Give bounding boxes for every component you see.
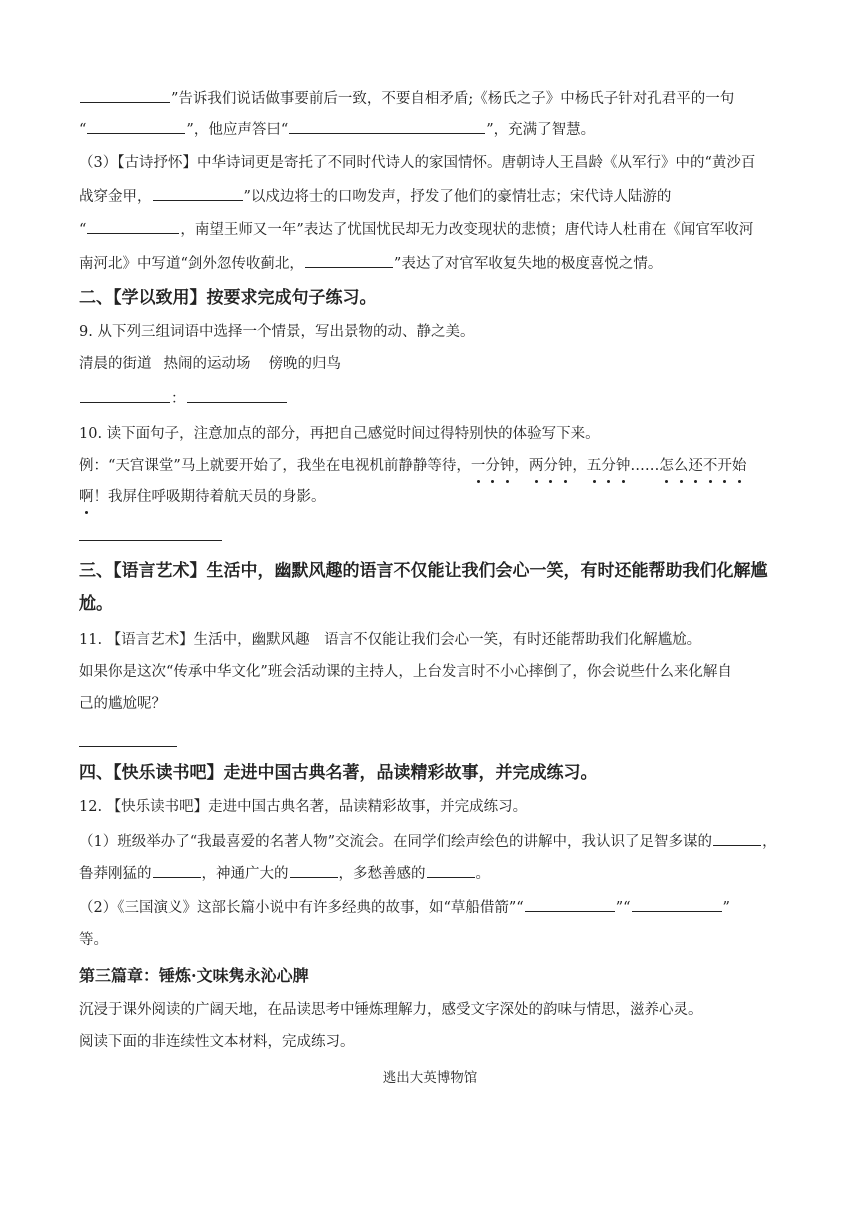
q11-prompt: 11. 【语言艺术】生活中，幽默风趣 语言不仅能让我们会心一笑，有时还能帮助我们化解尴尬。: [79, 632, 702, 648]
dotted-char: 分: [543, 458, 558, 474]
section3-heading-line2: 尬。: [79, 594, 113, 614]
answer-blank[interactable]: [87, 119, 185, 134]
q12-1-line2: 鲁莽刚猛的 ，神通广大的 ，多愁善感的 。: [79, 863, 791, 884]
q8-2-line2: “ ”，他应声答曰“ ”，充满了智慧。: [79, 119, 791, 140]
dotted-char: ，: [572, 458, 587, 474]
dotted-char: 钟: [615, 458, 631, 474]
dotted-char: 一: [470, 458, 486, 474]
dotted-char: 啊: [79, 489, 94, 505]
dotted-char: 两: [528, 458, 544, 474]
answer-blank[interactable]: [427, 863, 475, 878]
reading-title: 逃出大英博物馆: [382, 1070, 478, 1086]
q8-3-line1: （3）【古诗抒怀】中华诗词更是寄托了不同时代诗人的家国情怀。唐朝诗人王昌龄《从军行》中的“黄沙百: [79, 155, 756, 171]
answer-blank[interactable]: [305, 253, 393, 268]
section4-heading: 四、【快乐读书吧】走进中国古典名著，品读精彩故事，并完成练习。: [79, 763, 598, 783]
answer-blank[interactable]: [289, 119, 485, 134]
chapter3-intro: 沉浸于课外阅读的广阔天地，在品读思考中锤炼理解力，感受文字深处的韵味与情思，滋养心灵。: [79, 1002, 703, 1018]
dotted-char: …: [630, 458, 645, 474]
q12-2-line2: 等。: [79, 932, 108, 948]
dotted-char: ，: [514, 458, 529, 474]
dotted-char: 怎: [659, 458, 674, 474]
dotted-char: 分: [601, 458, 616, 474]
q9-option: 傍晚的归鸟: [268, 356, 341, 372]
answer-blank[interactable]: [525, 897, 615, 912]
q10-answer-line[interactable]: [79, 540, 222, 541]
dotted-char: 不: [702, 458, 718, 474]
dotted-char: 开: [717, 458, 732, 474]
q9-prompt: 9. 从下列三组词语中选择一个情景，写出景物的动、静之美。: [79, 324, 475, 340]
dotted-char: 分: [485, 458, 500, 474]
q10-example-line2: 啊！我屏住呼吸期待着航天员的身影。: [79, 489, 326, 505]
dotted-char: 钟: [557, 458, 573, 474]
dotted-char: 么: [673, 458, 689, 474]
answer-blank[interactable]: [153, 863, 201, 878]
q9-options: [79, 354, 791, 374]
chapter3-instruction: 阅读下面的非连续性文本材料，完成练习。: [79, 1034, 355, 1050]
dotted-char: 五: [586, 458, 602, 474]
q9-answer-line: ：: [79, 388, 791, 409]
q11-line3: 己的尴尬呢？: [79, 696, 166, 712]
q9-option: 清晨的街道: [79, 356, 152, 372]
q9-option: 热闹的运动场: [163, 356, 251, 372]
answer-blank[interactable]: [713, 831, 761, 846]
q10-example-line1: 例：“天宫课堂”马上就要开始了，我坐在电视机前静静等待，一分钟，两分钟，五分钟……怎么还不开始: [79, 458, 747, 474]
q11-line2: 如果你是这次“传承中华文化”班会活动课的主持人，上台发言时不小心摔倒了，你会说些什么来化解自: [79, 664, 732, 680]
answer-blank[interactable]: [632, 897, 722, 912]
answer-blank[interactable]: [187, 388, 287, 403]
answer-blank[interactable]: [87, 219, 179, 234]
q8-3-line3: “ ，南望王师又一年”表达了忧国忧民却无力改变现状的悲愤；唐代诗人杜甫在《闻官军收河: [79, 219, 791, 240]
q12-1-line1: （1）班级举办了“我最喜爱的名著人物”交流会。在同学们绘声绘色的讲解中，我认识了足智多谋的 ，: [79, 831, 791, 852]
q8-3-line2: 战穿金甲， ”以戍边将士的口吻发声，抒发了他们的豪情壮志；宋代诗人陆游的: [79, 186, 791, 207]
q8-3-line4: 南河北》中写道“剑外忽传收蓟北， ”表达了对官军收复失地的极度喜悦之情。: [79, 253, 791, 274]
answer-blank[interactable]: [80, 88, 170, 103]
answer-blank[interactable]: [153, 186, 243, 201]
dotted-char: …: [644, 458, 660, 474]
emphasis-dotted-text: [79, 489, 94, 505]
q12-2-line1: （2）《三国演义》这部长篇小说中有许多经典的故事，如“草船借箭”“ ”“ ”: [79, 897, 791, 918]
q12-prompt: 12. 【快乐读书吧】走进中国古典名著，品读精彩故事，并完成练习。: [79, 799, 528, 815]
section3-heading-line1: 三、【语言艺术】生活中，幽默风趣的语言不仅能让我们会心一笑，有时还能帮助我们化解尴: [79, 561, 768, 581]
emphasis-dotted-text: [471, 458, 747, 474]
section2-heading: 二、【学以致用】按要求完成句子练习。: [79, 288, 377, 308]
q8-2-line1: ”告诉我们说话做事要前后一致，不要自相矛盾;《杨氏之子》中杨氏子针对孔君平的一句: [79, 88, 791, 109]
chapter3-heading: 第三篇章：锤炼·文味隽永沁心脾: [79, 966, 309, 985]
dotted-char: 始: [731, 458, 747, 474]
q11-answer-line[interactable]: [79, 746, 177, 747]
answer-blank[interactable]: [80, 388, 170, 403]
dotted-char: 还: [688, 458, 703, 474]
q10-prompt: 10. 读下面句子，注意加点的部分，再把自己感觉时间过得特别快的体验写下来。: [79, 426, 600, 442]
dotted-char: 钟: [499, 458, 515, 474]
answer-blank[interactable]: [290, 863, 338, 878]
